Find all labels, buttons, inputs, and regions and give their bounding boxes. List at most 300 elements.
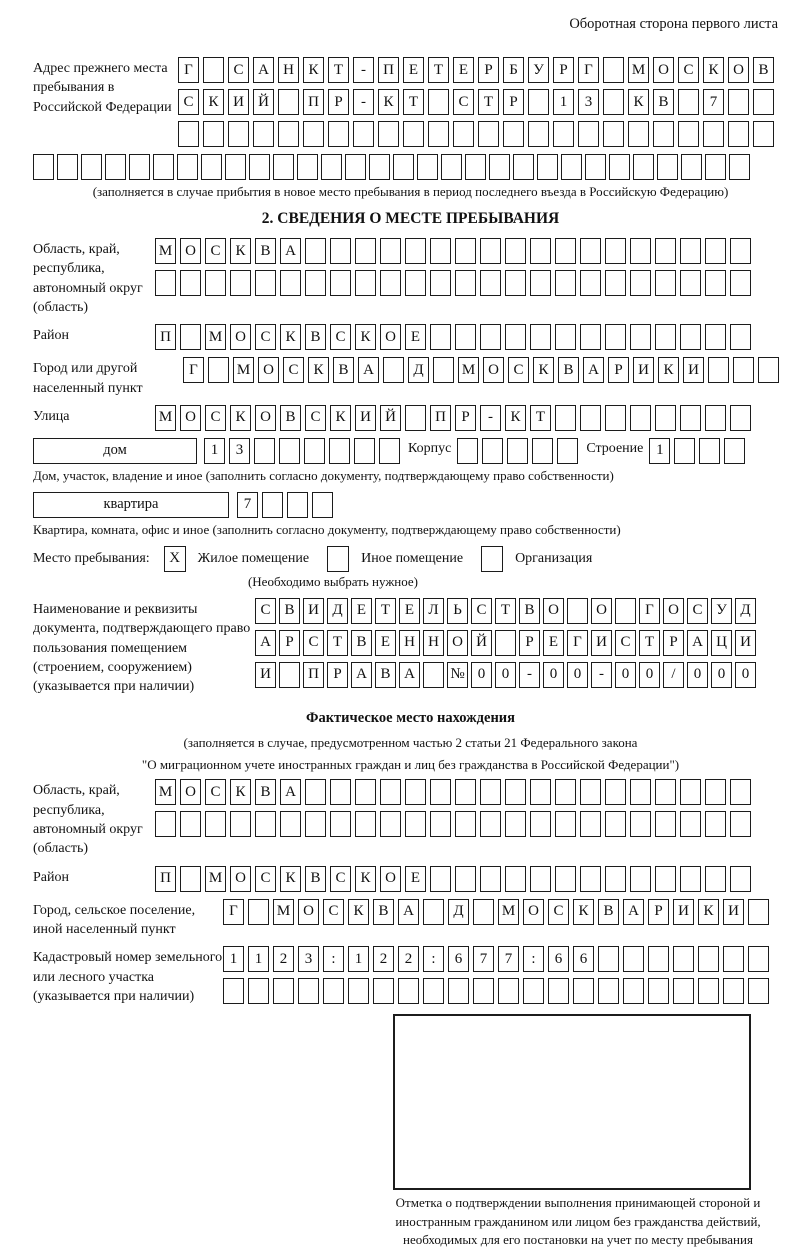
char-box[interactable]: [703, 121, 724, 147]
char-box[interactable]: Д: [408, 357, 429, 383]
char-box[interactable]: [630, 779, 651, 805]
char-box[interactable]: О: [591, 598, 612, 624]
char-box[interactable]: [430, 811, 451, 837]
char-box[interactable]: М: [498, 899, 519, 925]
char-box[interactable]: [223, 978, 244, 1004]
char-box[interactable]: [555, 779, 576, 805]
char-box[interactable]: №: [447, 662, 468, 688]
char-box[interactable]: [681, 154, 702, 180]
char-box[interactable]: [633, 154, 654, 180]
char-box[interactable]: [383, 357, 404, 383]
char-box[interactable]: В: [280, 405, 301, 431]
char-box[interactable]: [304, 438, 325, 464]
char-box[interactable]: [705, 811, 726, 837]
char-box[interactable]: К: [698, 899, 719, 925]
char-box[interactable]: [698, 946, 719, 972]
char-box[interactable]: [405, 238, 426, 264]
char-box[interactable]: О: [663, 598, 684, 624]
char-box[interactable]: 7: [237, 492, 258, 518]
char-box[interactable]: С: [205, 405, 226, 431]
char-box[interactable]: [297, 154, 318, 180]
char-box[interactable]: [465, 154, 486, 180]
char-box[interactable]: [753, 121, 774, 147]
char-box[interactable]: [278, 89, 299, 115]
char-box[interactable]: Т: [328, 57, 349, 83]
char-box[interactable]: М: [458, 357, 479, 383]
char-box[interactable]: [253, 121, 274, 147]
char-box[interactable]: [628, 121, 649, 147]
char-box[interactable]: Р: [519, 630, 540, 656]
char-box[interactable]: К: [280, 866, 301, 892]
char-box[interactable]: О: [380, 866, 401, 892]
char-box[interactable]: В: [255, 238, 276, 264]
char-box[interactable]: -: [519, 662, 540, 688]
char-box[interactable]: [748, 978, 769, 1004]
char-box[interactable]: 1: [649, 438, 670, 464]
char-box[interactable]: И: [723, 899, 744, 925]
char-box[interactable]: [305, 270, 326, 296]
char-box[interactable]: [528, 121, 549, 147]
char-box[interactable]: Е: [403, 57, 424, 83]
char-box[interactable]: С: [508, 357, 529, 383]
char-box[interactable]: М: [205, 866, 226, 892]
char-box[interactable]: [480, 270, 501, 296]
char-box[interactable]: М: [273, 899, 294, 925]
char-box[interactable]: С: [305, 405, 326, 431]
char-box[interactable]: 0: [567, 662, 588, 688]
char-box[interactable]: [278, 121, 299, 147]
char-box[interactable]: [155, 811, 176, 837]
char-box[interactable]: 1: [348, 946, 369, 972]
char-box[interactable]: [585, 154, 606, 180]
char-box[interactable]: [178, 121, 199, 147]
char-box[interactable]: [405, 811, 426, 837]
char-box[interactable]: К: [230, 405, 251, 431]
char-box[interactable]: Т: [530, 405, 551, 431]
char-box[interactable]: М: [155, 779, 176, 805]
char-box[interactable]: 1: [248, 946, 269, 972]
char-box[interactable]: [330, 238, 351, 264]
char-box[interactable]: [733, 357, 754, 383]
char-box[interactable]: [580, 270, 601, 296]
char-box[interactable]: А: [398, 899, 419, 925]
char-box[interactable]: 0: [687, 662, 708, 688]
char-box[interactable]: [680, 270, 701, 296]
char-box[interactable]: [353, 121, 374, 147]
char-box[interactable]: А: [280, 779, 301, 805]
char-box[interactable]: [208, 357, 229, 383]
char-box[interactable]: П: [378, 57, 399, 83]
char-box[interactable]: [273, 978, 294, 1004]
char-box[interactable]: [580, 866, 601, 892]
apartment-name-box[interactable]: квартира: [33, 492, 229, 518]
char-box[interactable]: В: [305, 324, 326, 350]
char-box[interactable]: [177, 154, 198, 180]
char-box[interactable]: [505, 811, 526, 837]
char-box[interactable]: О: [380, 324, 401, 350]
house-name-box[interactable]: дом: [33, 438, 197, 464]
char-box[interactable]: Р: [608, 357, 629, 383]
char-box[interactable]: [230, 811, 251, 837]
char-box[interactable]: [180, 866, 201, 892]
char-box[interactable]: К: [230, 238, 251, 264]
char-box[interactable]: 1: [204, 438, 225, 464]
char-box[interactable]: [528, 89, 549, 115]
char-box[interactable]: А: [358, 357, 379, 383]
char-box[interactable]: С: [453, 89, 474, 115]
char-box[interactable]: И: [303, 598, 324, 624]
char-box[interactable]: О: [298, 899, 319, 925]
char-box[interactable]: [280, 270, 301, 296]
char-box[interactable]: [655, 811, 676, 837]
char-box[interactable]: [655, 866, 676, 892]
char-box[interactable]: [705, 270, 726, 296]
char-box[interactable]: [379, 438, 400, 464]
char-box[interactable]: [262, 492, 283, 518]
char-box[interactable]: К: [573, 899, 594, 925]
char-box[interactable]: Т: [375, 598, 396, 624]
char-box[interactable]: М: [233, 357, 254, 383]
char-box[interactable]: [605, 270, 626, 296]
char-box[interactable]: [648, 978, 669, 1004]
char-box[interactable]: [205, 270, 226, 296]
char-box[interactable]: 3: [298, 946, 319, 972]
char-box[interactable]: Д: [327, 598, 348, 624]
char-box[interactable]: [657, 154, 678, 180]
char-box[interactable]: [57, 154, 78, 180]
char-box[interactable]: [441, 154, 462, 180]
char-box[interactable]: [723, 978, 744, 1004]
char-box[interactable]: П: [303, 662, 324, 688]
char-box[interactable]: [680, 405, 701, 431]
char-box[interactable]: 2: [373, 946, 394, 972]
char-box[interactable]: М: [155, 238, 176, 264]
char-box[interactable]: С: [255, 866, 276, 892]
char-box[interactable]: [603, 121, 624, 147]
char-box[interactable]: [674, 438, 695, 464]
char-box[interactable]: -: [591, 662, 612, 688]
char-box[interactable]: [180, 324, 201, 350]
char-box[interactable]: -: [480, 405, 501, 431]
char-box[interactable]: С: [283, 357, 304, 383]
char-box[interactable]: [453, 121, 474, 147]
char-box[interactable]: [405, 779, 426, 805]
char-box[interactable]: [555, 324, 576, 350]
char-box[interactable]: К: [505, 405, 526, 431]
char-box[interactable]: К: [355, 324, 376, 350]
char-box[interactable]: В: [519, 598, 540, 624]
char-box[interactable]: [630, 866, 651, 892]
char-box[interactable]: [430, 238, 451, 264]
char-box[interactable]: [330, 779, 351, 805]
char-box[interactable]: [605, 238, 626, 264]
char-box[interactable]: О: [447, 630, 468, 656]
char-box[interactable]: С: [323, 899, 344, 925]
char-box[interactable]: С: [687, 598, 708, 624]
char-box[interactable]: [530, 866, 551, 892]
char-box[interactable]: [648, 946, 669, 972]
char-box[interactable]: [699, 438, 720, 464]
char-box[interactable]: [705, 779, 726, 805]
char-box[interactable]: -: [353, 57, 374, 83]
char-box[interactable]: [305, 811, 326, 837]
char-box[interactable]: [728, 121, 749, 147]
char-box[interactable]: К: [703, 57, 724, 83]
char-box[interactable]: П: [155, 866, 176, 892]
char-box[interactable]: [680, 238, 701, 264]
char-box[interactable]: Р: [648, 899, 669, 925]
char-box[interactable]: С: [615, 630, 636, 656]
char-box[interactable]: О: [230, 324, 251, 350]
char-box[interactable]: Е: [399, 598, 420, 624]
char-box[interactable]: Г: [578, 57, 599, 83]
char-box[interactable]: [530, 270, 551, 296]
char-box[interactable]: [279, 438, 300, 464]
char-box[interactable]: [298, 978, 319, 1004]
char-box[interactable]: Е: [351, 598, 372, 624]
char-box[interactable]: В: [279, 598, 300, 624]
char-box[interactable]: [430, 779, 451, 805]
char-box[interactable]: С: [471, 598, 492, 624]
char-box[interactable]: С: [205, 779, 226, 805]
char-box[interactable]: [478, 121, 499, 147]
char-box[interactable]: :: [323, 946, 344, 972]
char-box[interactable]: П: [303, 89, 324, 115]
char-box[interactable]: Н: [399, 630, 420, 656]
char-box[interactable]: [430, 324, 451, 350]
char-box[interactable]: К: [230, 779, 251, 805]
char-box[interactable]: [230, 270, 251, 296]
char-box[interactable]: И: [673, 899, 694, 925]
char-box[interactable]: [225, 154, 246, 180]
char-box[interactable]: Т: [639, 630, 660, 656]
char-box[interactable]: К: [658, 357, 679, 383]
char-box[interactable]: 0: [639, 662, 660, 688]
char-box[interactable]: [680, 811, 701, 837]
char-box[interactable]: [730, 779, 751, 805]
char-box[interactable]: 7: [498, 946, 519, 972]
char-box[interactable]: А: [280, 238, 301, 264]
char-box[interactable]: [680, 866, 701, 892]
char-box[interactable]: [605, 811, 626, 837]
char-box[interactable]: [354, 438, 375, 464]
char-box[interactable]: Р: [503, 89, 524, 115]
char-box[interactable]: Й: [471, 630, 492, 656]
char-box[interactable]: [155, 270, 176, 296]
char-box[interactable]: [480, 238, 501, 264]
char-box[interactable]: [705, 324, 726, 350]
char-box[interactable]: [730, 270, 751, 296]
char-box[interactable]: [615, 598, 636, 624]
char-box[interactable]: [455, 324, 476, 350]
char-box[interactable]: [537, 154, 558, 180]
char-box[interactable]: [730, 866, 751, 892]
char-box[interactable]: [728, 89, 749, 115]
char-box[interactable]: Т: [478, 89, 499, 115]
char-box[interactable]: [705, 154, 726, 180]
char-box[interactable]: В: [653, 89, 674, 115]
char-box[interactable]: [605, 405, 626, 431]
char-box[interactable]: [557, 438, 578, 464]
char-box[interactable]: [532, 438, 553, 464]
char-box[interactable]: О: [180, 238, 201, 264]
char-box[interactable]: С: [548, 899, 569, 925]
char-box[interactable]: С: [255, 324, 276, 350]
char-box[interactable]: [249, 154, 270, 180]
char-box[interactable]: Р: [553, 57, 574, 83]
char-box[interactable]: [480, 811, 501, 837]
char-box[interactable]: Ц: [711, 630, 732, 656]
char-box[interactable]: [555, 270, 576, 296]
char-box[interactable]: [303, 121, 324, 147]
char-box[interactable]: [748, 899, 769, 925]
char-box[interactable]: О: [180, 779, 201, 805]
char-box[interactable]: 6: [548, 946, 569, 972]
char-box[interactable]: [753, 89, 774, 115]
char-box[interactable]: [203, 121, 224, 147]
char-box[interactable]: А: [687, 630, 708, 656]
char-box[interactable]: [129, 154, 150, 180]
char-box[interactable]: А: [253, 57, 274, 83]
char-box[interactable]: Г: [178, 57, 199, 83]
char-box[interactable]: [355, 779, 376, 805]
char-box[interactable]: Г: [567, 630, 588, 656]
char-box[interactable]: [505, 324, 526, 350]
char-box[interactable]: [555, 238, 576, 264]
char-box[interactable]: :: [523, 946, 544, 972]
char-box[interactable]: С: [255, 598, 276, 624]
char-box[interactable]: Т: [495, 598, 516, 624]
char-box[interactable]: В: [305, 866, 326, 892]
char-box[interactable]: М: [628, 57, 649, 83]
char-box[interactable]: К: [355, 866, 376, 892]
char-box[interactable]: :: [423, 946, 444, 972]
char-box[interactable]: [655, 324, 676, 350]
char-box[interactable]: [203, 57, 224, 83]
char-box[interactable]: [455, 270, 476, 296]
char-box[interactable]: [503, 121, 524, 147]
char-box[interactable]: [603, 89, 624, 115]
char-box[interactable]: [393, 154, 414, 180]
char-box[interactable]: [598, 978, 619, 1004]
char-box[interactable]: [373, 978, 394, 1004]
char-box[interactable]: [180, 270, 201, 296]
char-box[interactable]: 0: [495, 662, 516, 688]
char-box[interactable]: М: [205, 324, 226, 350]
char-box[interactable]: 0: [543, 662, 564, 688]
char-box[interactable]: [428, 89, 449, 115]
char-box[interactable]: 3: [229, 438, 250, 464]
char-box[interactable]: [417, 154, 438, 180]
char-box[interactable]: А: [399, 662, 420, 688]
char-box[interactable]: И: [255, 662, 276, 688]
char-box[interactable]: К: [348, 899, 369, 925]
char-box[interactable]: Р: [279, 630, 300, 656]
char-box[interactable]: О: [653, 57, 674, 83]
char-box[interactable]: Т: [428, 57, 449, 83]
char-box[interactable]: К: [203, 89, 224, 115]
char-box[interactable]: О: [483, 357, 504, 383]
char-box[interactable]: С: [178, 89, 199, 115]
char-box[interactable]: [730, 811, 751, 837]
char-box[interactable]: В: [598, 899, 619, 925]
char-box[interactable]: [405, 270, 426, 296]
char-box[interactable]: [455, 866, 476, 892]
char-box[interactable]: [603, 57, 624, 83]
char-box[interactable]: Р: [663, 630, 684, 656]
char-box[interactable]: [348, 978, 369, 1004]
char-box[interactable]: [655, 238, 676, 264]
char-box[interactable]: И: [633, 357, 654, 383]
char-box[interactable]: [255, 270, 276, 296]
char-box[interactable]: [280, 811, 301, 837]
char-box[interactable]: [724, 438, 745, 464]
char-box[interactable]: Е: [405, 866, 426, 892]
char-box[interactable]: [345, 154, 366, 180]
char-box[interactable]: К: [628, 89, 649, 115]
char-box[interactable]: [480, 324, 501, 350]
char-box[interactable]: [605, 324, 626, 350]
char-box[interactable]: Т: [327, 630, 348, 656]
char-box[interactable]: В: [255, 779, 276, 805]
char-box[interactable]: Р: [327, 662, 348, 688]
char-box[interactable]: 2: [398, 946, 419, 972]
char-box[interactable]: П: [430, 405, 451, 431]
char-box[interactable]: [448, 978, 469, 1004]
char-box[interactable]: [355, 811, 376, 837]
char-box[interactable]: В: [373, 899, 394, 925]
char-box[interactable]: [255, 811, 276, 837]
char-box[interactable]: О: [255, 405, 276, 431]
char-box[interactable]: [473, 978, 494, 1004]
char-box[interactable]: [655, 779, 676, 805]
char-box[interactable]: Е: [375, 630, 396, 656]
char-box[interactable]: [380, 270, 401, 296]
char-box[interactable]: [555, 811, 576, 837]
char-box[interactable]: [287, 492, 308, 518]
char-box[interactable]: [428, 121, 449, 147]
char-box[interactable]: [580, 405, 601, 431]
char-box[interactable]: К: [308, 357, 329, 383]
char-box[interactable]: [498, 978, 519, 1004]
char-box[interactable]: [305, 238, 326, 264]
char-box[interactable]: [380, 238, 401, 264]
char-box[interactable]: Д: [735, 598, 756, 624]
char-box[interactable]: И: [735, 630, 756, 656]
char-box[interactable]: С: [205, 238, 226, 264]
char-box[interactable]: Т: [403, 89, 424, 115]
char-box[interactable]: [433, 357, 454, 383]
char-box[interactable]: 1: [553, 89, 574, 115]
char-box[interactable]: С: [330, 324, 351, 350]
char-box[interactable]: [423, 662, 444, 688]
char-box[interactable]: [705, 866, 726, 892]
char-box[interactable]: [730, 405, 751, 431]
char-box[interactable]: Р: [455, 405, 476, 431]
char-box[interactable]: 0: [471, 662, 492, 688]
char-box[interactable]: Г: [223, 899, 244, 925]
char-box[interactable]: К: [330, 405, 351, 431]
char-box[interactable]: Ь: [447, 598, 468, 624]
char-box[interactable]: [630, 238, 651, 264]
char-box[interactable]: [698, 978, 719, 1004]
char-box[interactable]: 3: [578, 89, 599, 115]
char-box[interactable]: [609, 154, 630, 180]
char-box[interactable]: [480, 866, 501, 892]
char-box[interactable]: Р: [478, 57, 499, 83]
char-box[interactable]: С: [303, 630, 324, 656]
char-box[interactable]: [378, 121, 399, 147]
